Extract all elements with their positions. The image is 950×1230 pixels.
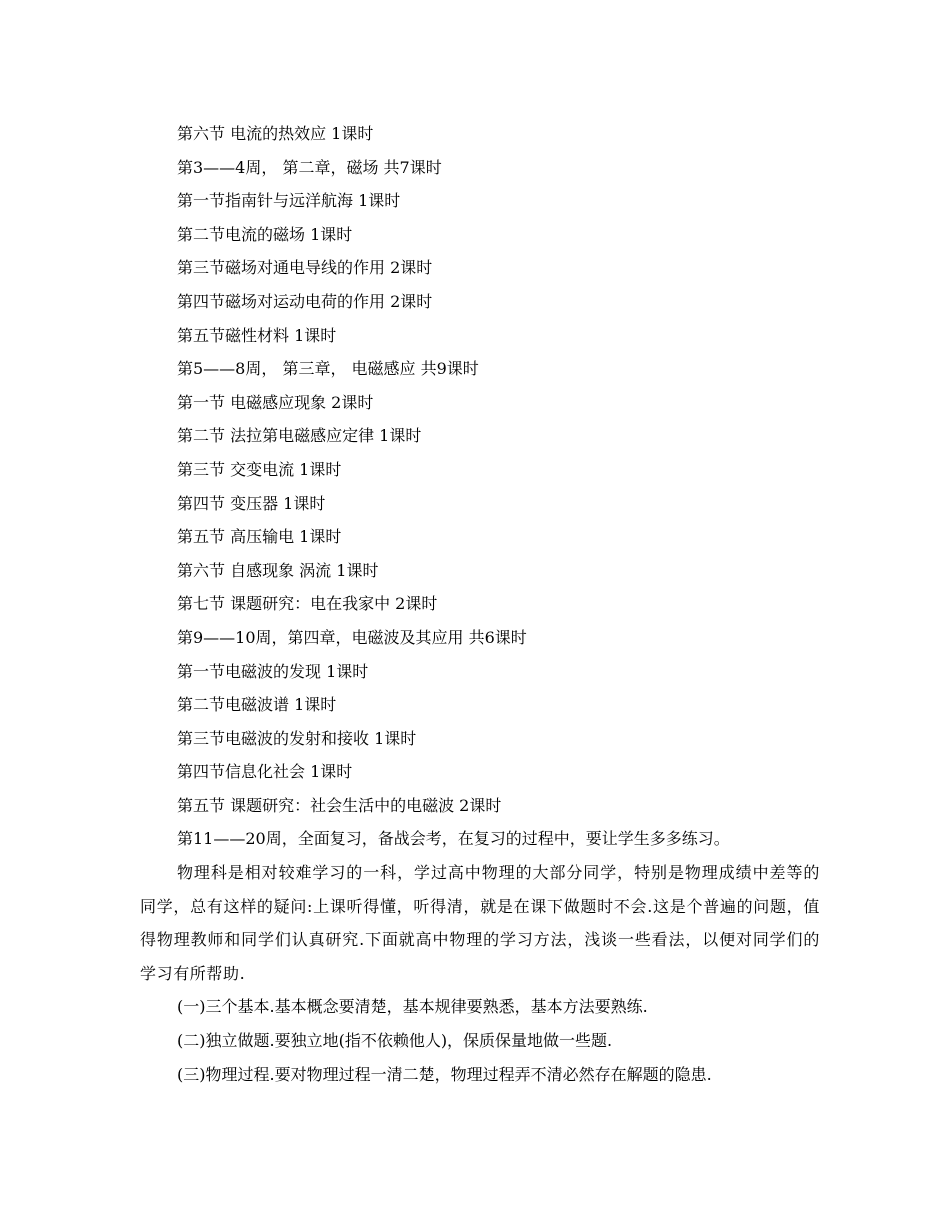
schedule-line: 第六节 电流的热效应 1课时	[177, 124, 374, 143]
schedule-line: 第三节磁场对通电导线的作用 2课时	[177, 258, 433, 278]
study-point: (三)物理过程.要对物理过程一清二楚，物理过程弄不清必然存在解题的隐患.	[177, 1064, 712, 1084]
schedule-line: 第七节 课题研究：电在我家中 2课时	[177, 594, 438, 614]
schedule-line: 第四节磁场对运动电荷的作用 2课时	[177, 291, 433, 311]
schedule-line: 第四节 变压器 1课时	[177, 493, 326, 513]
schedule-line: 第3——4周， 第二章，磁场 共7课时	[177, 157, 442, 177]
schedule-line: 第二节电磁波谱 1课时	[177, 695, 337, 715]
intro-paragraph: 物理科是相对较难学习的一科，学过高中物理的大部分同学，特别是物理成绩中差等的同学，总有这样的疑问:上课听得懂，听得清，就是在课下做题时不会.这是个普遍的问题，值得物理教师和同学们认真研究.下面就高中物理的学习方法，浅谈一些看法，以便对同学们的学习有所帮助.	[140, 863, 820, 983]
study-point: (二)独立做题.要独立地(指不依赖他人)，保质保量地做一些题.	[177, 1031, 613, 1051]
schedule-line: 第一节 电磁感应现象 2课时	[177, 392, 374, 412]
schedule-line: 第三节 交变电流 1课时	[177, 459, 342, 479]
schedule-line: 第一节电磁波的发现 1课时	[177, 661, 369, 681]
schedule-line: 第二节电流的磁场 1课时	[177, 224, 353, 244]
schedule-line: 第五节磁性材料 1课时	[177, 325, 337, 345]
schedule-line: 第六节 自感现象 涡流 1课时	[177, 560, 379, 580]
schedule-line: 第四节信息化社会 1课时	[177, 762, 353, 782]
schedule-line: 第5——8周， 第三章， 电磁感应 共9课时	[177, 359, 479, 379]
schedule-line: 第11——20周，全面复习，备战会考，在复习的过程中，要让学生多多练习。	[177, 829, 730, 849]
schedule-line: 第三节电磁波的发射和接收 1课时	[177, 728, 417, 748]
document-body	[140, 117, 820, 1091]
schedule-line: 第五节 高压输电 1课时	[177, 527, 342, 547]
schedule-line: 第9——10周，第四章，电磁波及其应用 共6课时	[177, 627, 527, 647]
study-point: (一)三个基本.基本概念要清楚，基本规律要熟悉，基本方法要熟练.	[177, 997, 648, 1017]
schedule-line: 第五节 课题研究：社会生活中的电磁波 2课时	[177, 795, 502, 815]
schedule-line: 第一节指南针与远洋航海 1课时	[177, 191, 401, 211]
schedule-line: 第二节 法拉第电磁感应定律 1课时	[177, 426, 422, 446]
